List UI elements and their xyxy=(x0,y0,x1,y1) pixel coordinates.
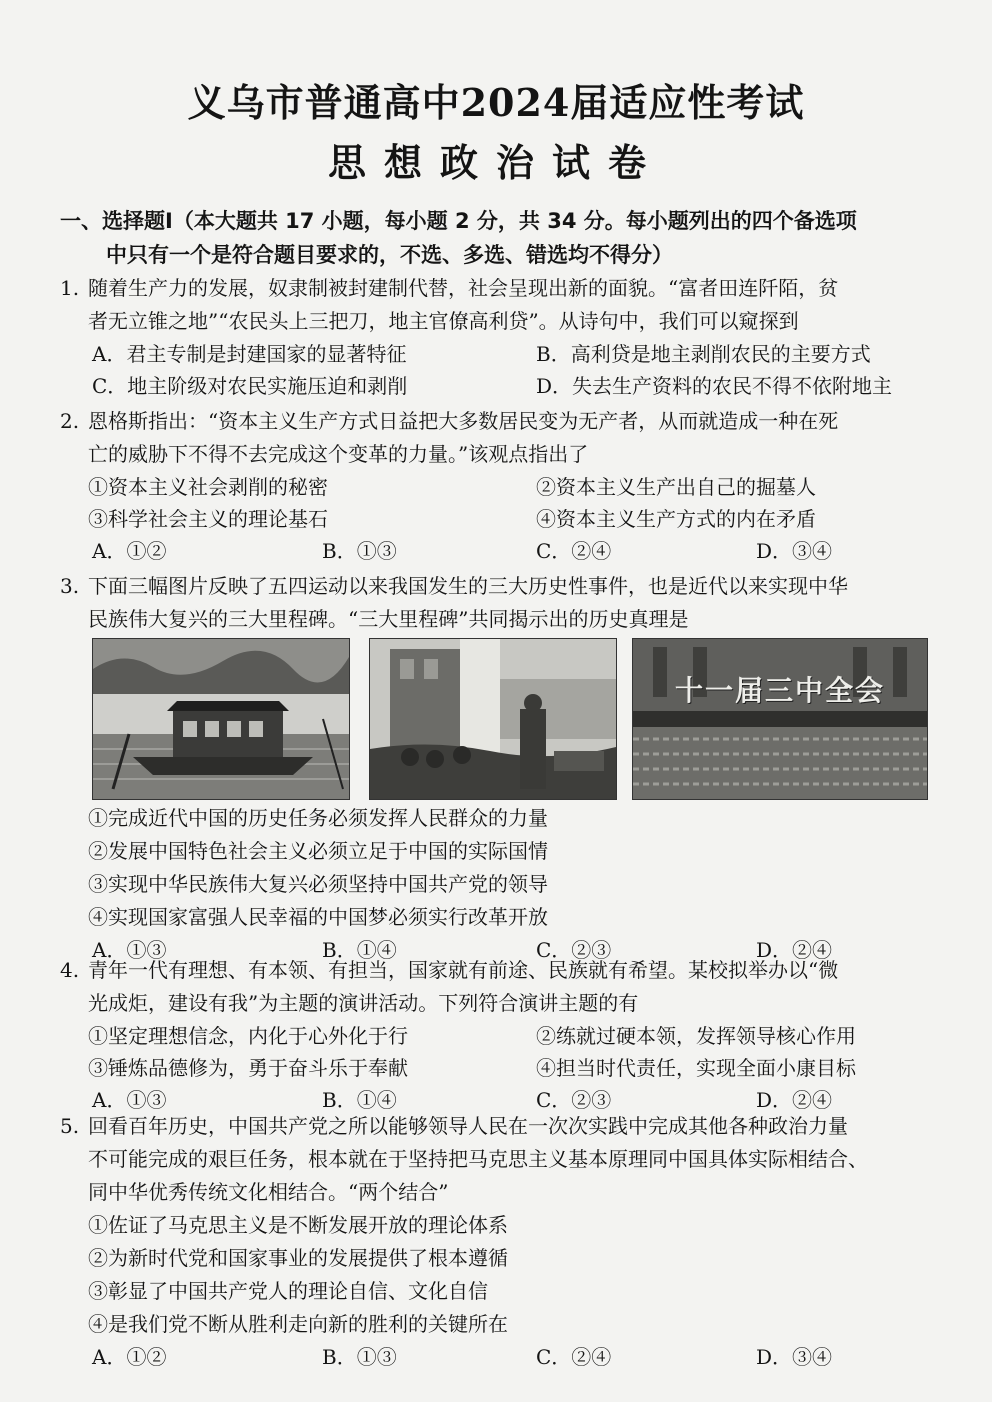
section-header-line2: 中只有一个是符合题目要求的，不选、多选、错选均不得分） xyxy=(106,243,673,267)
question-5 xyxy=(60,1110,932,1373)
question-stem: 恩格斯指出：“资本主义生产方式日益把大多数居民变为无产者，从而就造成一种在死 xyxy=(88,409,839,433)
option-d: D．②④ xyxy=(756,938,833,962)
statement-4: ④担当时代责任，实现全面小康目标 xyxy=(536,1056,856,1080)
section-header xyxy=(60,204,940,272)
statement-2: ②发展中国特色社会主义必须立足于中国的实际国情 xyxy=(88,839,548,863)
option-b: B．①④ xyxy=(322,938,397,962)
section-header-line1: 一、选择题Ⅰ（本大题共 17 小题，每小题 2 分，共 34 分。每小题列出的四个备选项 xyxy=(60,209,857,233)
option-a: A．①③ xyxy=(92,938,167,962)
question-2 xyxy=(60,405,932,567)
question-stem: 回看百年历史，中国共产党之所以能够领导人民在一次次实践中完成其他各种政治力量 xyxy=(88,1114,848,1138)
statement-3: ③科学社会主义的理论基石 xyxy=(88,507,328,531)
statement-2: ②为新时代党和国家事业的发展提供了根本遵循 xyxy=(88,1246,508,1270)
question-4 xyxy=(60,954,932,1116)
statement-3: ③彰显了中国共产党人的理论自信、文化自信 xyxy=(88,1279,488,1303)
question-stem-cont: 光成炬，建设有我”为主题的演讲活动。下列符合演讲主题的有 xyxy=(88,991,639,1015)
photo-founding-ceremony xyxy=(369,638,617,800)
question-3-options xyxy=(60,802,932,966)
question-stem-cont: 同中华优秀传统文化相结合。“两个结合” xyxy=(88,1180,449,1204)
option-b: B．高利贷是地主剥削农民的主要方式 xyxy=(536,342,871,366)
option-b: B．①③ xyxy=(322,1345,397,1369)
option-c: C．②③ xyxy=(536,938,612,962)
statement-1: ①坚定理想信念，内化于心外化于行 xyxy=(88,1024,408,1048)
statement-2: ②资本主义生产出自己的掘墓人 xyxy=(536,475,816,499)
option-c: C．②③ xyxy=(536,1088,612,1112)
question-1 xyxy=(60,272,932,402)
question-stem-cont: 者无立锥之地”“农民头上三把刀，地主官僚高利贷”。从诗句中，我们可以窥探到 xyxy=(88,309,799,333)
statement-4: ④是我们党不断从胜利走向新的胜利的关键所在 xyxy=(88,1312,508,1336)
photo-caption: 十一届三中全会 xyxy=(674,674,885,707)
option-a: A．①② xyxy=(92,1345,167,1369)
photo-strip xyxy=(92,638,928,798)
statement-4: ④实现国家富强人民幸福的中国梦必须实行改革开放 xyxy=(88,905,548,929)
exam-title: 义乌市普通高中2024届适应性考试 xyxy=(187,80,805,125)
question-3 xyxy=(60,570,932,636)
statement-1: ①资本主义社会剥削的秘密 xyxy=(88,475,328,499)
question-stem: 下面三幅图片反映了五四运动以来我国发生的三大历史性事件，也是近代以来实现中华 xyxy=(88,574,848,598)
question-stem-cont: 不可能完成的艰巨任务，根本就在于坚持把马克思主义基本原理同中国具体实际相结合、 xyxy=(88,1147,868,1171)
statement-3: ③锤炼品德修为，勇于奋斗乐于奉献 xyxy=(88,1056,408,1080)
option-a: A．君主专制是封建国家的显著特征 xyxy=(92,342,407,366)
question-stem: 青年一代有理想、有本领、有担当，国家就有前途、民族就有希望。某校拟举办以“微 xyxy=(88,958,839,982)
photo-plenary-session xyxy=(632,638,928,800)
exam-subtitle: 思想政治试卷 xyxy=(327,140,664,185)
question-stem: 随着生产力的发展，奴隶制被封建制代替，社会呈现出新的面貌。“富者田连阡陌，贫 xyxy=(88,276,839,300)
option-a: A．①② xyxy=(92,539,167,563)
statement-3: ③实现中华民族伟大复兴必须坚持中国共产党的领导 xyxy=(88,872,548,896)
statement-2: ②练就过硬本领，发挥领导核心作用 xyxy=(536,1024,856,1048)
option-b: B．①④ xyxy=(322,1088,397,1112)
statement-1: ①佐证了马克思主义是不断发展开放的理论体系 xyxy=(88,1213,508,1237)
option-d: D．③④ xyxy=(756,1345,833,1369)
question-stem-cont: 民族伟大复兴的三大里程碑。“三大里程碑”共同揭示出的历史真理是 xyxy=(88,607,689,631)
option-b: B．①③ xyxy=(322,539,397,563)
option-a: A．①③ xyxy=(92,1088,167,1112)
photo-red-boat xyxy=(92,638,350,800)
question-number: 4. xyxy=(60,958,80,982)
question-stem-cont: 亡的威胁下不得不去完成这个变革的力量。”该观点指出了 xyxy=(88,442,589,466)
question-number: 3. xyxy=(60,574,80,598)
statement-4: ④资本主义生产方式的内在矛盾 xyxy=(536,507,816,531)
option-d: D．失去生产资料的农民不得不依附地主 xyxy=(536,374,893,398)
question-number: 5. xyxy=(60,1114,80,1138)
option-c: C．②④ xyxy=(536,1345,612,1369)
question-number: 2. xyxy=(60,409,80,433)
option-d: D．③④ xyxy=(756,539,833,563)
question-number: 1. xyxy=(60,276,80,300)
option-d: D．②④ xyxy=(756,1088,833,1112)
statement-1: ①完成近代中国的历史任务必须发挥人民群众的力量 xyxy=(88,806,548,830)
option-c: C．地主阶级对农民实施压迫和剥削 xyxy=(92,374,408,398)
option-c: C．②④ xyxy=(536,539,612,563)
